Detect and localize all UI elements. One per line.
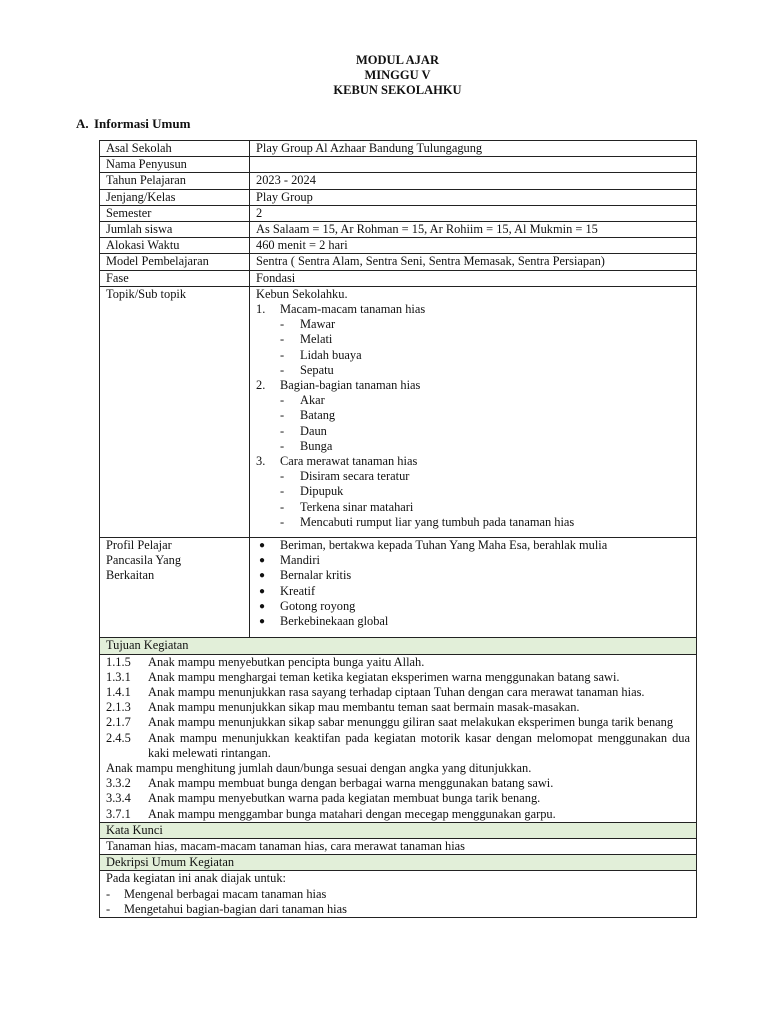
profil-item [256, 614, 690, 629]
kata-kunci-row [100, 838, 697, 854]
profil-item [256, 599, 690, 614]
objective-item [106, 670, 690, 685]
objective-code: 2.4.5 [106, 730, 131, 745]
row-value: Fondasi [250, 270, 697, 286]
item-text: Mengenal berbagai macam tanaman hias [124, 886, 327, 901]
topik-item [256, 439, 690, 454]
objective-text: Anak mampu menyebutkan warna pada kegiatan membuat bunga tarik benang. [148, 791, 541, 806]
dash-marker: - [280, 423, 285, 438]
deskripsi-header: Dekripsi Umum Kegiatan [100, 855, 697, 871]
profil-item [256, 584, 690, 599]
dash-marker: - [280, 484, 285, 499]
group-title: Cara merawat tanaman hias [280, 454, 418, 469]
deskripsi-content [100, 871, 697, 918]
item-text: Dipupuk [300, 484, 344, 499]
row-value: As Salaam = 15, Ar Rohman = 15, Ar Rohiim = 15, Al Mukmin = 15 [250, 222, 697, 238]
profil-label-line: Berkaitan [106, 568, 155, 583]
row-label: Nama Penyusun [100, 157, 250, 173]
profil-item [256, 538, 690, 553]
profil-label-line: Profil Pelajar [106, 538, 172, 553]
item-text: Lidah buaya [300, 347, 362, 362]
objective-text: Anak mampu menghargai teman ketika kegiatan eksperimen warna menggunakan batang sawi. [148, 669, 620, 684]
topik-item [256, 515, 690, 530]
item-text: Gotong royong [280, 598, 356, 613]
profil-row [100, 538, 697, 638]
topik-intro: Kebun Sekolahku. [256, 286, 348, 301]
table-row [100, 189, 697, 205]
bullet-icon: ● [259, 570, 266, 582]
row-value: Sentra ( Sentra Alam, Sentra Seni, Sentra Memasak, Sentra Persiapan) [250, 254, 697, 270]
row-value: 460 menit = 2 hari [250, 238, 697, 254]
row-value: Play Group Al Azhaar Bandung Tulungagung [250, 141, 697, 157]
title-line-2: MINGGU V [364, 68, 431, 82]
objective-code: 1.3.1 [106, 669, 131, 684]
item-text: Disiram secara teratur [300, 469, 410, 484]
objective-code: 3.7.1 [106, 806, 131, 821]
table-row [100, 238, 697, 254]
topik-item [256, 469, 690, 484]
objective-item [106, 791, 690, 806]
deskripsi-item [106, 902, 690, 917]
row-label: Alokasi Waktu [100, 238, 250, 254]
item-text: Mencabuti rumput liar yang tumbuh pada tanaman hias [300, 514, 575, 529]
topik-label: Topik/Sub topik [100, 286, 250, 537]
group-number: 2. [256, 378, 266, 393]
item-text: Mengetahui bagian-bagian dari tanaman hias [124, 901, 347, 916]
objective-code: 3.3.4 [106, 791, 131, 806]
deskripsi-item [106, 887, 690, 902]
dash-marker: - [280, 469, 285, 484]
objective-text: Anak mampu menunjukkan sikap mau membantu teman saat bermain masak-masakan. [148, 700, 580, 715]
dash-marker: - [280, 317, 285, 332]
dash-marker: - [280, 438, 285, 453]
tujuan-header: Tujuan Kegiatan [100, 638, 697, 654]
profil-content [250, 538, 697, 638]
row-label: Model Pembelajaran [100, 254, 250, 270]
profil-label [100, 538, 250, 638]
objective-text: Anak mampu membuat bunga dengan berbagai warna menggunakan batang sawi. [148, 776, 554, 791]
bullet-icon: ● [259, 555, 266, 567]
dash-marker: - [280, 332, 285, 347]
deskripsi-header-row [100, 855, 697, 871]
objective-text: Anak mampu menyebutkan pencipta bunga yaitu Allah. [148, 654, 425, 669]
objective-code: 3.3.2 [106, 776, 131, 791]
dash-marker: - [280, 514, 285, 529]
row-value: Play Group [250, 189, 697, 205]
objective-text: Anak mampu menggambar bunga matahari dengan mecegap menggunakan garpu. [148, 806, 556, 821]
dash-marker: - [280, 408, 285, 423]
topik-item [256, 408, 690, 423]
objective-item [106, 807, 690, 822]
group-number: 1. [256, 302, 266, 317]
row-label: Jenjang/Kelas [100, 189, 250, 205]
item-text: Akar [300, 393, 325, 408]
topik-group [256, 302, 690, 317]
objective-item [106, 685, 690, 700]
profil-item [256, 568, 690, 583]
kata-kunci-header: Kata Kunci [100, 822, 697, 838]
row-value [250, 157, 697, 173]
topik-item [256, 484, 690, 499]
table-row [100, 173, 697, 189]
table-row [100, 205, 697, 221]
topik-group [256, 378, 690, 393]
table-row [100, 222, 697, 238]
group-title: Bagian-bagian tanaman hias [280, 378, 421, 393]
item-text: Daun [300, 423, 327, 438]
topik-row [100, 286, 697, 537]
objective-item [106, 700, 690, 715]
row-label: Semester [100, 205, 250, 221]
objective-item [106, 655, 690, 670]
topik-item [256, 332, 690, 347]
row-label: Tahun Pelajaran [100, 173, 250, 189]
group-title: Macam-macam tanaman hias [280, 302, 426, 317]
info-table [99, 140, 697, 918]
table-row [100, 141, 697, 157]
title-line-3: KEBUN SEKOLAHKU [333, 83, 462, 97]
objective-plain: Anak mampu menghitung jumlah daun/bunga sesuai dengan angka yang ditunjukkan. [106, 760, 532, 775]
kata-kunci-header-row [100, 822, 697, 838]
deskripsi-intro: Pada kegiatan ini anak diajak untuk: [106, 871, 286, 886]
item-text: Berkebinekaan global [280, 614, 389, 629]
dash-marker: - [106, 886, 111, 901]
section-title: Informasi Umum [94, 116, 191, 131]
item-text: Sepatu [300, 362, 334, 377]
tujuan-row [100, 654, 697, 822]
objective-text: Anak mampu menunjukkan rasa sayang terhadap ciptaan Tuhan dengan cara merawat tanaman hias. [148, 684, 645, 699]
item-text: Beriman, bertakwa kepada Tuhan Yang Maha Esa, berahlak mulia [280, 538, 608, 553]
section-letter: A. [76, 116, 89, 131]
topik-item [256, 500, 690, 515]
row-value: 2 [250, 205, 697, 221]
profil-label-line: Pancasila Yang [106, 553, 182, 568]
dash-marker: - [106, 901, 111, 916]
dash-marker: - [280, 499, 285, 514]
topik-item [256, 424, 690, 439]
table-row [100, 157, 697, 173]
dash-marker: - [280, 347, 285, 362]
row-label: Fase [100, 270, 250, 286]
row-label: Asal Sekolah [100, 141, 250, 157]
item-text: Melati [300, 332, 333, 347]
dash-marker: - [280, 362, 285, 377]
objective-code: 2.1.3 [106, 700, 131, 715]
bullet-icon: ● [259, 585, 266, 597]
item-text: Mandiri [280, 553, 320, 568]
group-number: 3. [256, 454, 266, 469]
bullet-icon: ● [259, 600, 266, 612]
deskripsi-row [100, 871, 697, 918]
topik-item [256, 393, 690, 408]
tujuan-header-row [100, 638, 697, 654]
item-text: Bernalar kritis [280, 568, 352, 583]
item-text: Kreatif [280, 583, 316, 598]
bullet-icon: ● [259, 540, 266, 552]
table-row [100, 270, 697, 286]
item-text: Batang [300, 408, 336, 423]
tujuan-content [100, 654, 697, 822]
item-text: Terkena sinar matahari [300, 499, 414, 514]
topik-item [256, 363, 690, 378]
topik-item [256, 348, 690, 363]
title-line-1: MODUL AJAR [356, 53, 439, 67]
kata-kunci-text: Tanaman hias, macam-macam tanaman hias, cara merawat tanaman hias [100, 838, 697, 854]
objective-item [106, 776, 690, 791]
topik-group [256, 454, 690, 469]
topik-item [256, 317, 690, 332]
item-text: Bunga [300, 438, 333, 453]
objective-code: 1.1.5 [106, 654, 131, 669]
bullet-icon: ● [259, 616, 266, 628]
row-label: Jumlah siswa [100, 222, 250, 238]
profil-item [256, 553, 690, 568]
item-text: Mawar [300, 317, 336, 332]
objective-item [106, 731, 690, 761]
objective-code: 2.1.7 [106, 715, 131, 730]
objective-text: Anak mampu menunjukkan keaktifan pada kegiatan motorik kasar dengan melomopat menggunakan dua kaki melewati rintangan. [148, 730, 690, 760]
objective-text: Anak mampu menunjukkan sikap sabar menunggu giliran saat melakukan eksperimen bunga tarik benang [148, 715, 674, 730]
row-value: 2023 - 2024 [250, 173, 697, 189]
topik-content [250, 286, 697, 537]
objective-item [106, 715, 690, 730]
table-row [100, 254, 697, 270]
section-heading [76, 116, 190, 132]
dash-marker: - [280, 393, 285, 408]
document-title [0, 53, 768, 98]
objective-code: 1.4.1 [106, 684, 131, 699]
